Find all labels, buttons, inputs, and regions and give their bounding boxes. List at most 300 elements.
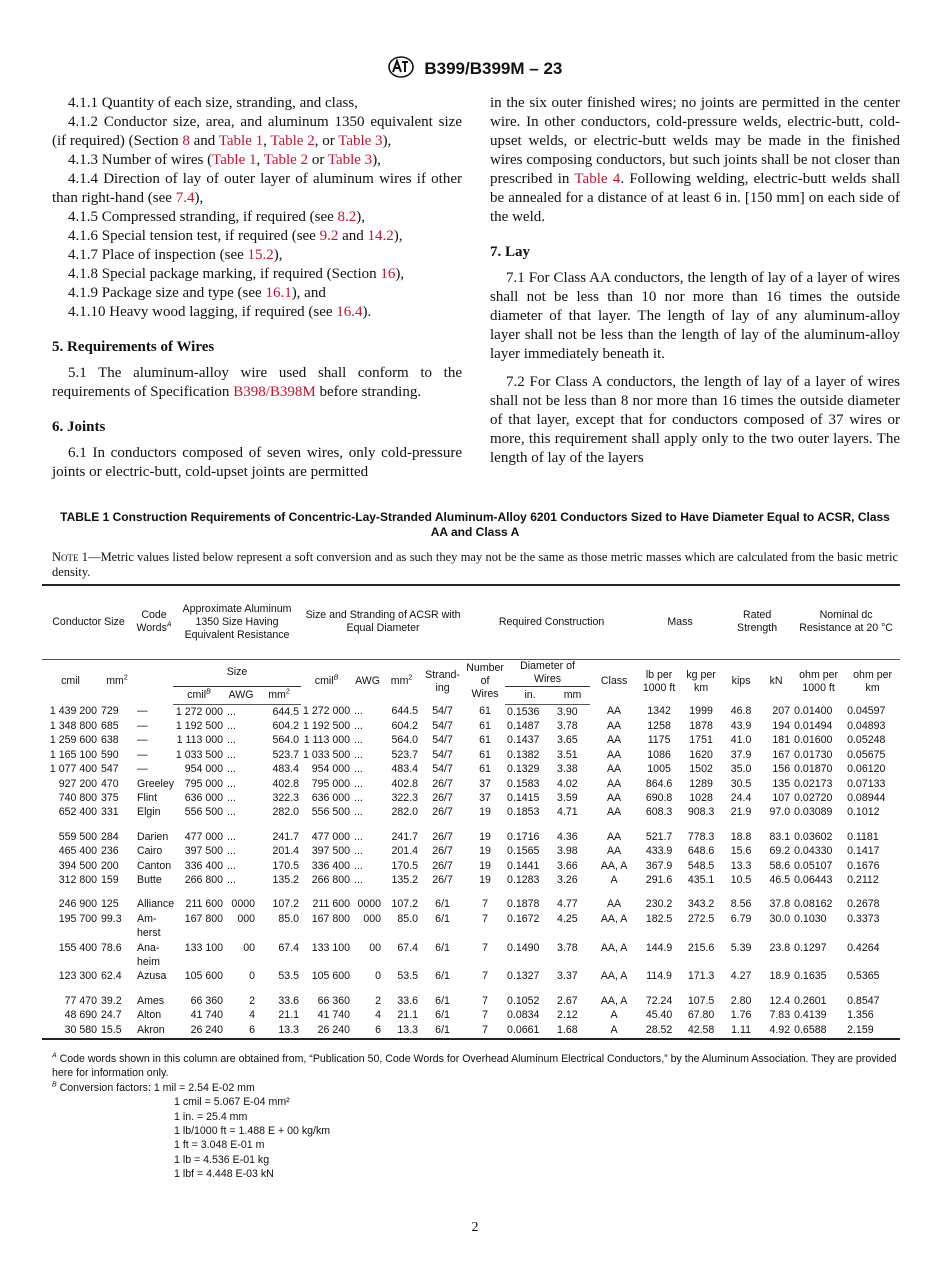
header-acsr-mm2: $mm^2$ bbox=[390, 674, 413, 688]
table-cell: 0000 bbox=[231, 898, 255, 911]
table-cell: 0.05248 bbox=[847, 734, 886, 747]
note-label: Note 1 bbox=[52, 550, 89, 564]
header-mass: Mass bbox=[638, 585, 722, 659]
table-cell: 0.1297 bbox=[794, 941, 827, 954]
cross-reference-link[interactable]: Table 4 bbox=[574, 171, 621, 187]
table-cell: 26/7 bbox=[432, 806, 453, 819]
header-mm: mm bbox=[555, 686, 590, 704]
table-cell: 236 bbox=[101, 845, 119, 858]
table-cell: 135 bbox=[772, 777, 791, 790]
table-cell: 61 bbox=[479, 763, 491, 776]
table-cell: 6/1 bbox=[435, 994, 450, 1007]
table-cell: 282.0 bbox=[391, 806, 419, 819]
table-cell: 556 500 bbox=[184, 806, 223, 819]
table-cell: 795 000 bbox=[184, 777, 223, 790]
paragraph bbox=[490, 94, 900, 227]
table-row bbox=[42, 748, 900, 762]
text: 4.1.2 Conductor size, area, and aluminum 1350 equivalent size (if required) (Section bbox=[52, 114, 462, 149]
table-cell: 4.36 bbox=[557, 830, 578, 843]
table-cell: 3.78 bbox=[557, 941, 578, 954]
table-cell: 85.0 bbox=[278, 912, 300, 925]
cross-reference-link[interactable]: 16 bbox=[380, 266, 396, 282]
table-cell: 26/7 bbox=[432, 777, 453, 790]
table-cell: 291.6 bbox=[645, 873, 673, 886]
table-row bbox=[42, 969, 900, 983]
table-cell: 135.2 bbox=[391, 873, 419, 886]
table-cell: 0.01494 bbox=[794, 719, 833, 732]
table-row bbox=[42, 777, 900, 791]
table-cell: 375 bbox=[101, 791, 119, 804]
table-cell: 0.1030 bbox=[794, 912, 827, 925]
table-cell: 1 192 500 bbox=[175, 719, 223, 732]
table-cell: 331 bbox=[101, 806, 119, 819]
table-cell: 246 900 bbox=[58, 898, 97, 911]
table-cell: 470 bbox=[101, 777, 119, 790]
table-cell: 0.05107 bbox=[794, 859, 833, 872]
table-cell: 215.6 bbox=[687, 941, 715, 954]
table-cell: 72.24 bbox=[645, 994, 673, 1007]
text: and bbox=[189, 133, 219, 149]
table-cell: 8.56 bbox=[730, 898, 752, 911]
header-acsr-cmil: cmil$^B$ bbox=[314, 674, 339, 688]
table-cell: 66 360 bbox=[190, 994, 223, 1007]
table-cell: 85.0 bbox=[397, 912, 419, 925]
table-cell: 0.2678 bbox=[847, 898, 880, 911]
text: ), bbox=[382, 133, 392, 149]
table-cell: 908.3 bbox=[687, 806, 715, 819]
table-cell: 4.02 bbox=[557, 777, 578, 790]
table-cell: 37.8 bbox=[769, 898, 791, 911]
table-cell: ... bbox=[227, 719, 236, 732]
table-cell: 0.1382 bbox=[507, 748, 540, 761]
table-cell: AA, A bbox=[600, 970, 628, 983]
table-cell: 46.5 bbox=[769, 873, 791, 886]
table-cell: 5.39 bbox=[730, 941, 752, 954]
table-cell: 433.9 bbox=[645, 845, 673, 858]
table-cell: 336 400 bbox=[311, 859, 351, 872]
header-ohm-ft: ohm per 1000 ft bbox=[799, 668, 839, 694]
table-cell: AA, A bbox=[600, 941, 628, 954]
table-cell: 21.9 bbox=[730, 806, 752, 819]
table-row bbox=[42, 791, 900, 805]
header-cmil: cmil bbox=[61, 675, 80, 688]
table-cell: 1.11 bbox=[722, 1023, 760, 1039]
table-cell: 1342 bbox=[647, 705, 671, 717]
table-cell: A bbox=[610, 873, 618, 886]
table-row bbox=[42, 719, 900, 733]
table-cell: 66 360 bbox=[317, 994, 351, 1007]
table-cell: 4 bbox=[249, 1009, 255, 1022]
table-cell: 685 bbox=[101, 719, 119, 732]
table-cell: 7 bbox=[482, 1009, 488, 1022]
astm-logo-icon bbox=[388, 56, 414, 83]
table-cell: Alton bbox=[137, 1009, 162, 1022]
text: 6.1 In conductors composed of seven wires, only cold-pressure joints or electric-butt, cold-upset joints are permitted bbox=[52, 445, 462, 480]
table-cell: 182.5 bbox=[645, 912, 673, 925]
paragraph bbox=[52, 284, 462, 303]
text: 4.1.6 Special tension test, if required (see bbox=[68, 228, 320, 244]
cross-reference-link[interactable]: 16.1 bbox=[265, 285, 292, 301]
table-cell: 61 bbox=[479, 705, 491, 717]
paragraph bbox=[52, 444, 462, 482]
table-cell: 18.9 bbox=[769, 970, 791, 983]
table-cell: 61 bbox=[479, 748, 491, 761]
table-footnotes bbox=[52, 1052, 900, 1182]
table-cell: 18.8 bbox=[730, 830, 752, 843]
table-cell: 0.03602 bbox=[794, 830, 833, 843]
text: 7.1 For Class AA conductors, the length of lay of a layer of wires shall not be less than 10 nor more than 16 times the outside diameter of that layer. The length of lay of any aluminum-alloy layer shall not be less than the length of lay of the aluminum-alloy layer immediately beneath it. bbox=[490, 270, 900, 362]
text: in the six outer finished wires; no joints are permitted in the center wire. In other conductors, cold-pressure welds, electric-butt, cold-upset welds, or electric-butt welds may be made in the finished wires composing conductors, but such joints shall be not closer than prescribed in bbox=[490, 95, 900, 187]
table-cell: A bbox=[590, 1023, 638, 1039]
table-cell: 6.79 bbox=[730, 912, 752, 925]
conversion-factor: 1 lbf = 4.448 E-03 kN bbox=[174, 1168, 274, 1181]
conversion-factor: 1 lb/1000 ft = 1.488 E + 00 kg/km bbox=[174, 1125, 331, 1138]
paragraph bbox=[52, 113, 462, 151]
paragraph bbox=[52, 208, 462, 227]
table-cell: 62.4 bbox=[101, 970, 122, 983]
table-cell: 0.0834 bbox=[507, 1009, 540, 1022]
header-kg: kg per km bbox=[686, 668, 716, 694]
table-row bbox=[42, 941, 900, 970]
text: , bbox=[256, 152, 264, 168]
table-cell: 0.1676 bbox=[847, 859, 880, 872]
paragraph bbox=[52, 227, 462, 246]
table-cell: 7 bbox=[482, 994, 488, 1007]
table-cell: ... bbox=[227, 791, 236, 804]
table-cell: 367.9 bbox=[645, 859, 673, 872]
table-cell: AA, A bbox=[600, 994, 628, 1007]
table-cell: 201.4 bbox=[272, 845, 300, 858]
table-row bbox=[42, 704, 900, 719]
table-cell: 1258 bbox=[647, 719, 671, 732]
table-cell: 1.76 bbox=[730, 1009, 752, 1022]
table-cell: 135.2 bbox=[272, 873, 300, 886]
table-cell: 77 470 bbox=[64, 994, 97, 1007]
table-cell: 4.27 bbox=[730, 970, 752, 983]
table-cell: 23.8 bbox=[769, 941, 791, 954]
table-note bbox=[52, 550, 898, 580]
table-cell: 1289 bbox=[689, 777, 713, 790]
table-cell: 3.98 bbox=[557, 845, 578, 858]
table-cell: AA bbox=[606, 845, 622, 858]
table-cell: 19 bbox=[479, 806, 491, 819]
table-cell: Elgin bbox=[137, 806, 161, 819]
table-cell: AA bbox=[606, 705, 622, 717]
table-cell: 559 500 bbox=[58, 830, 97, 843]
table-cell: 24.7 bbox=[101, 1009, 122, 1022]
table-cell: 125 bbox=[101, 898, 119, 911]
table-cell: 1086 bbox=[647, 748, 671, 761]
table-cell: 927 200 bbox=[58, 777, 97, 790]
text: 4.1.1 Quantity of each size, stranding, and class, bbox=[68, 95, 358, 111]
header-acsr: Size and Stranding of ACSR with Equal Diameter bbox=[301, 585, 465, 659]
table-cell: 0.1441 bbox=[507, 859, 540, 872]
table-row bbox=[42, 873, 900, 887]
text: . Following welding, electric-butt welds shall be annealed for a distance of at least 6 in. [150 mm] on each side of the weld. bbox=[490, 171, 900, 225]
table-cell: 1005 bbox=[647, 763, 671, 776]
table-cell: 54/7 bbox=[432, 734, 453, 747]
table-cell: 3.65 bbox=[557, 734, 578, 747]
table-cell: 0.1635 bbox=[794, 970, 827, 983]
table-cell: 0.5365 bbox=[847, 970, 880, 983]
page-header bbox=[0, 56, 950, 83]
header-number-of-wires: Number of Wires bbox=[466, 662, 504, 701]
table-cell: Am-herst bbox=[137, 912, 161, 940]
table-cell: 322.3 bbox=[272, 791, 300, 804]
table-cell: 0.1536 bbox=[507, 705, 540, 718]
header-alum-mm2: $mm^2$ bbox=[257, 686, 301, 704]
table-cell: 26/7 bbox=[432, 791, 453, 804]
table-cell: — bbox=[137, 705, 148, 717]
table-cell: Alliance bbox=[137, 898, 175, 911]
table-cell: 1 165 100 bbox=[49, 748, 97, 761]
cross-reference-link[interactable]: Table 2 bbox=[270, 133, 315, 149]
table-cell: 864.6 bbox=[645, 777, 673, 790]
table-cell: 4 bbox=[375, 1009, 382, 1022]
table-cell: ... bbox=[227, 859, 236, 872]
table-cell: 3.59 bbox=[557, 791, 578, 804]
table-cell: ... bbox=[227, 806, 236, 819]
table-cell: 402.8 bbox=[272, 777, 300, 790]
table-cell: 0.02173 bbox=[794, 777, 833, 790]
table-cell: ... bbox=[227, 763, 236, 776]
table-cell: 19 bbox=[479, 830, 491, 843]
table-cell: 636 000 bbox=[184, 791, 223, 804]
table-cell: 67.4 bbox=[397, 941, 419, 954]
table-cell: 394 500 bbox=[58, 859, 97, 872]
table-cell: 28.52 bbox=[638, 1023, 680, 1039]
table-cell: 26/7 bbox=[432, 859, 453, 872]
text: 4.1.4 Direction of lay of outer layer of aluminum wires if other than right-hand (see bbox=[52, 171, 462, 206]
cross-reference-link[interactable]: 9.2 bbox=[319, 228, 339, 244]
table-cell: 954 000 bbox=[184, 763, 223, 776]
table-cell: 155 400 bbox=[58, 941, 97, 954]
table-cell: 0.01600 bbox=[794, 734, 833, 747]
text: ), bbox=[372, 152, 381, 168]
table-cell: 483.4 bbox=[272, 763, 300, 776]
table-cell: 1 439 200 bbox=[49, 705, 97, 717]
footnote-a: $^A$ Code words shown in this column are obtained from, “Publication 50, Code Words for Overhead Aluminum Electrical Conductors,” by the Aluminum Association. They are provided here for information only. bbox=[52, 1052, 897, 1080]
table-cell: A bbox=[610, 1009, 618, 1022]
header-alum-cmil: cmil$^B$ bbox=[173, 686, 225, 704]
table-cell: 7 bbox=[482, 970, 488, 983]
left-text-column bbox=[52, 94, 462, 482]
table-cell: 0.1490 bbox=[507, 941, 540, 954]
text: before stranding. bbox=[315, 384, 422, 400]
text: 4.1.8 Special package marking, if required (Section bbox=[68, 266, 381, 282]
table-cell: 35.0 bbox=[730, 763, 752, 776]
text: or bbox=[308, 152, 328, 168]
cross-reference-link[interactable]: 8 bbox=[182, 133, 190, 149]
table-cell: ... bbox=[354, 763, 363, 776]
table-cell: 1751 bbox=[689, 734, 713, 747]
cross-reference-link[interactable]: Table 2 bbox=[263, 152, 309, 168]
table-cell: 33.6 bbox=[397, 994, 419, 1007]
table-cell: 312 800 bbox=[58, 873, 97, 886]
table-cell: 604.2 bbox=[391, 719, 419, 732]
table-cell: 33.6 bbox=[278, 994, 300, 1007]
table-cell: 21.1 bbox=[397, 1009, 419, 1022]
table-cell: 0.04330 bbox=[794, 845, 833, 858]
table-row bbox=[42, 1008, 900, 1022]
table-cell: AA bbox=[606, 763, 622, 776]
table-cell: 652 400 bbox=[58, 806, 97, 819]
header-conductor-size: Conductor Size bbox=[42, 585, 135, 659]
cross-reference-link[interactable]: 16.4 bbox=[336, 304, 363, 320]
cross-reference-link[interactable]: 14.2 bbox=[367, 228, 394, 244]
table-cell: 200 bbox=[101, 859, 119, 872]
table-cell: 107.5 bbox=[687, 994, 715, 1007]
table-cell: 4.92 bbox=[760, 1023, 792, 1039]
table-cell: Akron bbox=[135, 1023, 173, 1039]
table-cell: 0.01400 bbox=[794, 705, 833, 717]
table-cell: 000 bbox=[363, 912, 382, 925]
paragraph bbox=[52, 94, 462, 113]
table-cell: 0.1583 bbox=[507, 777, 540, 790]
table-cell: AA bbox=[606, 830, 622, 843]
table-cell: 13.3 bbox=[730, 859, 752, 872]
table-cell: 1502 bbox=[689, 763, 713, 776]
cross-reference-link[interactable]: Table 3 bbox=[327, 152, 373, 168]
table-cell: Ana-heim bbox=[137, 941, 160, 968]
cross-reference-link[interactable]: B398/B398M bbox=[233, 384, 316, 400]
table-cell: AA bbox=[606, 806, 622, 819]
table-cell: 6/1 bbox=[435, 1009, 450, 1022]
table-cell: 42.58 bbox=[680, 1023, 722, 1039]
table-cell: 0 bbox=[249, 970, 255, 983]
table-cell: 69.2 bbox=[769, 845, 791, 858]
text: 7. Lay bbox=[490, 244, 531, 260]
table-cell: 0.1672 bbox=[507, 912, 540, 925]
table-cell: 170.5 bbox=[391, 859, 419, 872]
table-cell: 3.38 bbox=[557, 763, 578, 776]
table-cell: 3.51 bbox=[557, 748, 578, 761]
paragraph bbox=[52, 151, 462, 170]
table-cell: 58.6 bbox=[769, 859, 791, 872]
table-cell: 97.0 bbox=[769, 806, 791, 819]
table-cell: 15.5 bbox=[99, 1023, 135, 1039]
table-cell: 648.6 bbox=[687, 845, 715, 858]
table-cell: 201.4 bbox=[391, 845, 419, 858]
text: 4.1.9 Package size and type (see bbox=[68, 285, 266, 301]
table-cell: 0.06120 bbox=[847, 763, 886, 776]
page-number: 2 bbox=[471, 1220, 479, 1235]
table-cell: 6 bbox=[352, 1023, 383, 1039]
cross-reference-link[interactable]: Table 3 bbox=[338, 133, 383, 149]
table-cell: Flint bbox=[137, 791, 158, 804]
table-cell: 000 bbox=[237, 912, 255, 925]
table-cell: 0.6588 bbox=[792, 1023, 845, 1039]
table-cell: 483.4 bbox=[391, 763, 419, 776]
table-cell: 30.0 bbox=[769, 912, 791, 925]
table-cell: Cairo bbox=[137, 845, 163, 858]
table-cell: ... bbox=[227, 777, 236, 790]
table-cell: 336 400 bbox=[184, 859, 223, 872]
table-cell: AA bbox=[606, 898, 622, 911]
table-cell: 7 bbox=[465, 1023, 505, 1039]
table-cell: 1 033 500 bbox=[175, 748, 223, 761]
table-cell: 638 bbox=[101, 734, 119, 747]
cross-reference-link[interactable]: 15.2 bbox=[247, 247, 274, 263]
table-cell: — bbox=[137, 748, 148, 761]
table-cell: 2.12 bbox=[557, 1009, 578, 1022]
paragraph bbox=[52, 265, 462, 284]
cross-reference-link[interactable]: Table 1 bbox=[212, 152, 257, 168]
table-cell: 465 400 bbox=[58, 845, 97, 858]
table-cell: 13.3 bbox=[383, 1023, 420, 1039]
table-cell: 30.5 bbox=[730, 777, 752, 790]
table-cell: 0.04893 bbox=[847, 719, 886, 732]
table-cell: 167 800 bbox=[184, 912, 223, 925]
table-title: TABLE 1 Construction Requirements of Concentric-Lay-Stranded Aluminum-Alloy 6201 Conductors Sized to Have Diameter Equal to ACSR, Class AA and Class A bbox=[60, 510, 890, 539]
table-cell: 402.8 bbox=[391, 777, 419, 790]
text: 4.1.5 Compressed stranding, if required (see bbox=[68, 209, 338, 225]
table-row bbox=[42, 830, 900, 844]
table-cell: 1 272 000 bbox=[303, 705, 351, 717]
table-cell: 181 bbox=[772, 734, 791, 747]
table-cell: 26 240 bbox=[301, 1023, 352, 1039]
table-cell: 521.7 bbox=[645, 830, 673, 843]
cross-reference-link[interactable]: Table 1 bbox=[218, 133, 264, 149]
table-cell: 19 bbox=[479, 859, 491, 872]
table-cell: 1 077 400 bbox=[49, 763, 97, 776]
table-cell: 0.2601 bbox=[794, 994, 827, 1007]
header-acsr-awg: AWG bbox=[355, 675, 380, 688]
table-cell: 0.4139 bbox=[794, 1009, 827, 1022]
text: ), and bbox=[291, 285, 326, 301]
table-cell: 3.66 bbox=[557, 859, 578, 872]
table-cell: 4.77 bbox=[557, 898, 578, 911]
header-stranding: Strand-ing bbox=[425, 668, 460, 694]
table-cell: 0.1878 bbox=[507, 898, 540, 911]
table-cell: 548.5 bbox=[687, 859, 715, 872]
cross-reference-link[interactable]: 8.2 bbox=[337, 209, 357, 225]
table-cell: ... bbox=[354, 705, 363, 717]
table-cell: 0000 bbox=[357, 898, 382, 911]
paragraph bbox=[490, 269, 900, 364]
table-cell: 195 700 bbox=[58, 912, 97, 925]
table-cell: 0.1487 bbox=[507, 719, 540, 732]
text: ), bbox=[194, 190, 204, 206]
header-alum-awg: AWG bbox=[225, 686, 257, 704]
table-cell: 0.01730 bbox=[794, 748, 833, 761]
table-cell: 0.01870 bbox=[794, 763, 833, 776]
table-row bbox=[42, 762, 900, 776]
table-cell: 1878 bbox=[689, 719, 713, 732]
table-cell: 105 600 bbox=[184, 970, 223, 983]
header-resistance: Nominal dc Resistance at 20 °C bbox=[792, 585, 900, 659]
table-cell: 211 600 bbox=[185, 898, 223, 911]
table-cell: ... bbox=[227, 845, 236, 858]
table-cell: AA, A bbox=[600, 859, 628, 872]
paragraph bbox=[490, 373, 900, 468]
table-cell: ... bbox=[227, 748, 236, 761]
table-cell: 114.9 bbox=[646, 970, 672, 983]
table-cell: 26/7 bbox=[432, 873, 453, 886]
table-cell: 4.71 bbox=[557, 806, 578, 819]
table-cell: 26/7 bbox=[432, 845, 453, 858]
text: 6. Joints bbox=[52, 419, 106, 435]
section-heading bbox=[52, 418, 462, 437]
cross-reference-link[interactable]: 7.4 bbox=[175, 190, 195, 206]
table-cell: ... bbox=[354, 859, 363, 872]
table-row bbox=[42, 859, 900, 873]
header-class: Class bbox=[600, 675, 628, 688]
table-cell: 0.06443 bbox=[794, 873, 833, 886]
note-text: —Metric values listed below represent a soft conversion and as such they may not be the same as those metric masses which are calculated from the basic metric density. bbox=[52, 550, 898, 579]
table-cell: 0.04597 bbox=[847, 705, 886, 717]
text: ). bbox=[362, 304, 372, 320]
